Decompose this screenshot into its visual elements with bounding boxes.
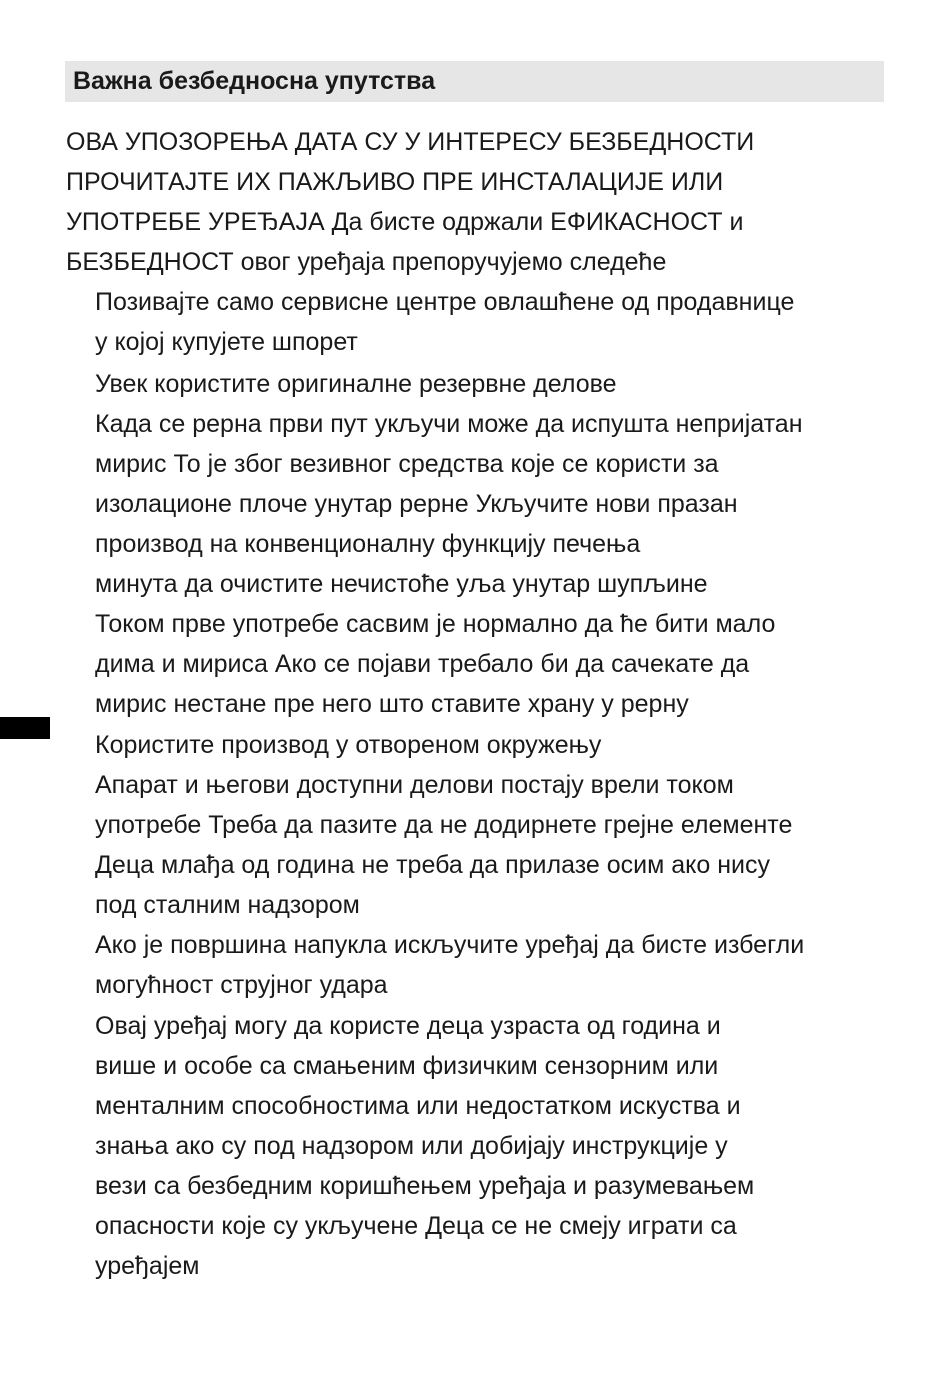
page-tab-marker: [0, 717, 50, 739]
instruction-item-4: Током прве употребе сасвим је нормално да ће бити мало дима и мириса Ако се појави требало би да сачекате да мирис нестане пре него што ставите храну у рерну: [95, 610, 776, 718]
instruction-item-8: Овај уређај могу да користе деца узраста од година и више и особе са смањеним физичким сензорним или менталним способностима или недостатком искуства и знања ако су под надзором или добијају инструкције у вези са безбедним коришћењем уређаја и разумевањем опасности које су укључене Деца се не смеју играти са уређајем: [95, 1012, 755, 1280]
section-header: [65, 61, 884, 102]
intro-paragraph: ОВА УПОЗОРЕЊА ДАТА СУ У ИНТЕРЕСУ БЕЗБЕДНОСТИ ПРОЧИТАЈТЕ ИХ ПАЖЉИВО ПРЕ ИНСТАЛАЦИЈЕ ИЛИ УПОТРЕБЕ УРЕЂАЈА Да бисте одржали ЕФИКАСНОСТ и БЕЗБЕДНОСТ овог уређаја препоручујемо следеће: [66, 128, 755, 276]
section-title: Важна безбедносна упутства: [73, 67, 436, 95]
instruction-item-5: Користите производ у отвореном окружењу: [95, 731, 602, 759]
instruction-item-2: Увек користите оригиналне резервне делове: [95, 370, 617, 398]
instruction-item-6: Апарат и његови доступни делови постају врели током употребе Треба да пазите да не додирнете грејне елементе Деца млађа од година не треба да прилазе осим ако нису под сталним надзором: [95, 771, 793, 919]
instruction-item-7: Ако је површина напукла искључите уређај да бисте избегли могућност струјног удара: [95, 931, 805, 999]
instruction-item-3: Када се рерна први пут укључи може да испушта непријатан мирис То је због везивног средства које се користи за изолационе плоче унутар рерне Укључите нови празан производ на конвенционалну функцију печења минута да очистите нечистоће уља унутар шупљине: [95, 410, 803, 598]
instruction-item-1: Позивајте само сервисне центре овлашћене од продавнице у којој купујете шпорет: [95, 288, 795, 356]
